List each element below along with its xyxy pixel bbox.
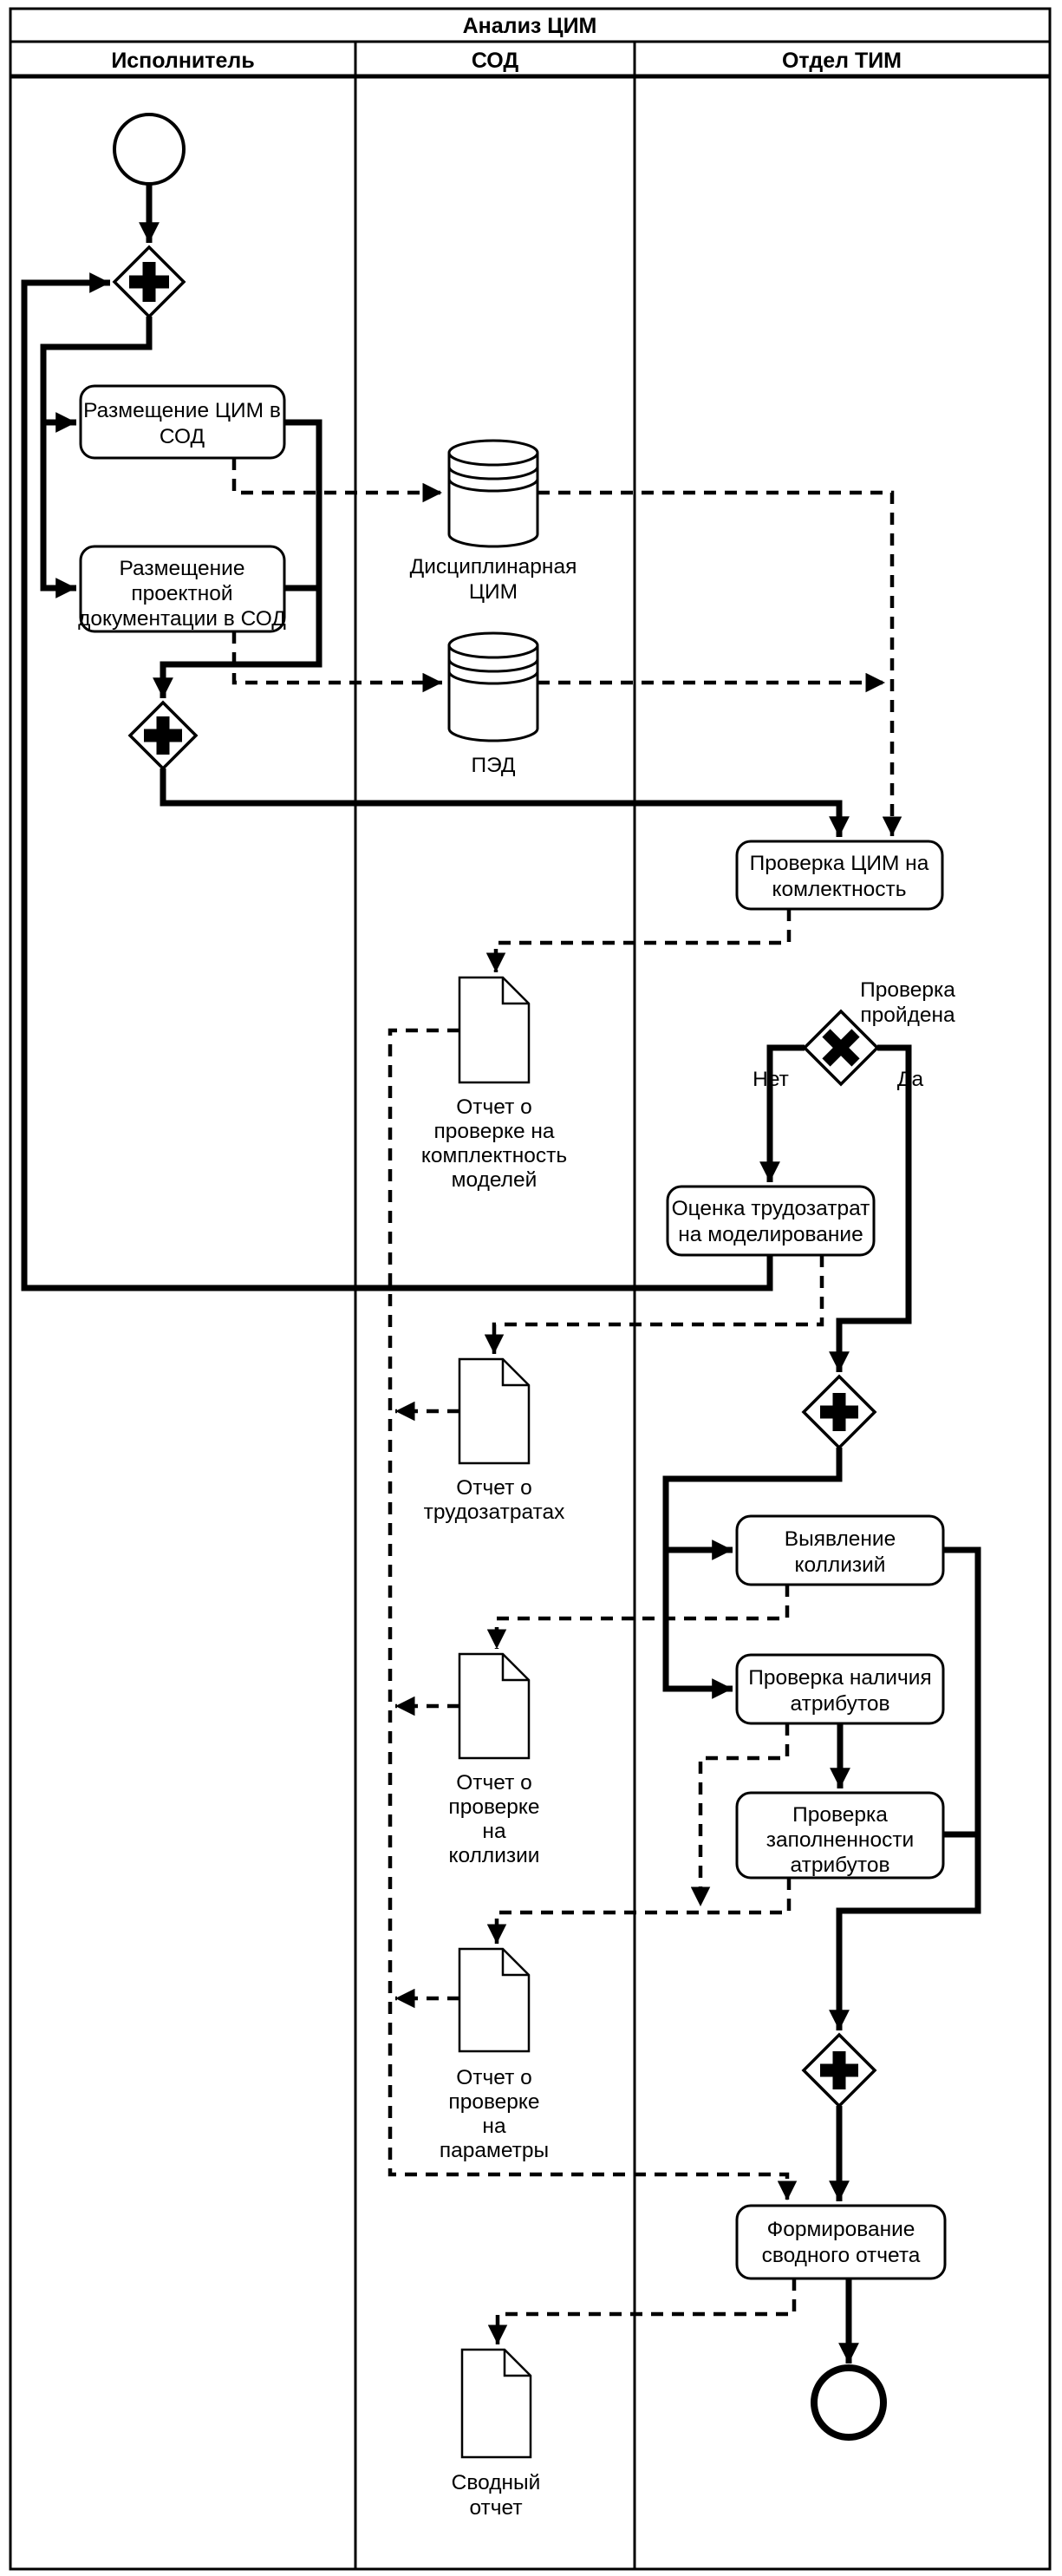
decision-label-line2: пройдена [860, 1004, 955, 1027]
doc-label: проверке на [433, 1120, 555, 1143]
doc-summary [452, 2350, 541, 2520]
doc-label: Отчет о [456, 2066, 532, 2089]
doc-label: Отчет о [456, 1476, 532, 1500]
task-label: проектной [131, 582, 233, 605]
task-check-cim [737, 841, 942, 909]
task-label: Проверка наличия [748, 1666, 932, 1690]
task-label: Проверка ЦИМ на [749, 852, 929, 875]
doc-label: коллизии [448, 1844, 540, 1867]
datastore-cim-label: Дисциплинарная [409, 555, 577, 579]
task-place-doc [78, 546, 286, 631]
task-label: Оценка трудозатрат [671, 1197, 870, 1220]
lane-header-tim: Отдел ТИМ [781, 49, 902, 73]
task-label: атрибутов [790, 1854, 890, 1877]
doc-label: отчет [469, 2496, 523, 2520]
document-icon [459, 977, 529, 1082]
task-label: атрибутов [790, 1692, 890, 1716]
doc-label: трудозатратах [423, 1500, 565, 1524]
doc-label: комплектность [420, 1144, 568, 1167]
task-label: сводного отчета [761, 2244, 921, 2267]
datastore-cim-label: ЦИМ [468, 580, 518, 604]
end-event-icon [814, 2368, 883, 2437]
task-label: комлектность [772, 878, 907, 901]
doc-label: параметры [439, 2139, 550, 2162]
lane-header-executor: Исполнитель [111, 49, 255, 73]
branch-no-label: Нет [753, 1068, 789, 1091]
doc-label: проверке [448, 1795, 540, 1819]
task-collisions [737, 1516, 943, 1585]
task-label: Формирование [766, 2218, 915, 2241]
task-label: Проверка [792, 1803, 888, 1827]
datastore-ped-label: ПЭД [471, 754, 516, 777]
task-place-cim [81, 386, 284, 458]
pool-title: Анализ ЦИМ [462, 14, 597, 38]
decision-label-line1: Проверка [860, 978, 955, 1002]
lane-header-sod: СОД [471, 49, 519, 73]
task-label: Выявление [784, 1527, 896, 1551]
task-label: на моделирование [678, 1223, 863, 1246]
datastore-cim-icon [449, 441, 538, 546]
document-icon [459, 1359, 529, 1463]
datastore-ped-icon [449, 633, 538, 741]
branch-yes-label: Да [896, 1068, 924, 1091]
doc-label: Отчет о [456, 1095, 532, 1119]
doc-label: проверке [448, 2090, 540, 2114]
task-label: Размещение [119, 557, 245, 580]
doc-label: Сводный [451, 2471, 541, 2494]
doc-label: на [482, 2115, 506, 2138]
doc-label: моделей [451, 1168, 538, 1192]
doc-label: Отчет о [456, 1771, 532, 1795]
task-attr-fill [737, 1793, 943, 1878]
task-label: коллизий [794, 1553, 886, 1577]
task-label: Размещение ЦИМ в [83, 399, 281, 422]
start-event-icon [114, 114, 184, 184]
task-label: документации в СОД [78, 607, 286, 631]
task-attr-presence [737, 1655, 943, 1723]
task-label: заполненности [766, 1828, 915, 1852]
doc-label: на [482, 1820, 506, 1843]
task-label: СОД [159, 425, 205, 448]
document-icon [459, 1949, 529, 2051]
task-summary [737, 2206, 945, 2279]
document-icon [459, 1654, 529, 1758]
task-estimate [668, 1187, 874, 1255]
document-icon [462, 2350, 531, 2457]
